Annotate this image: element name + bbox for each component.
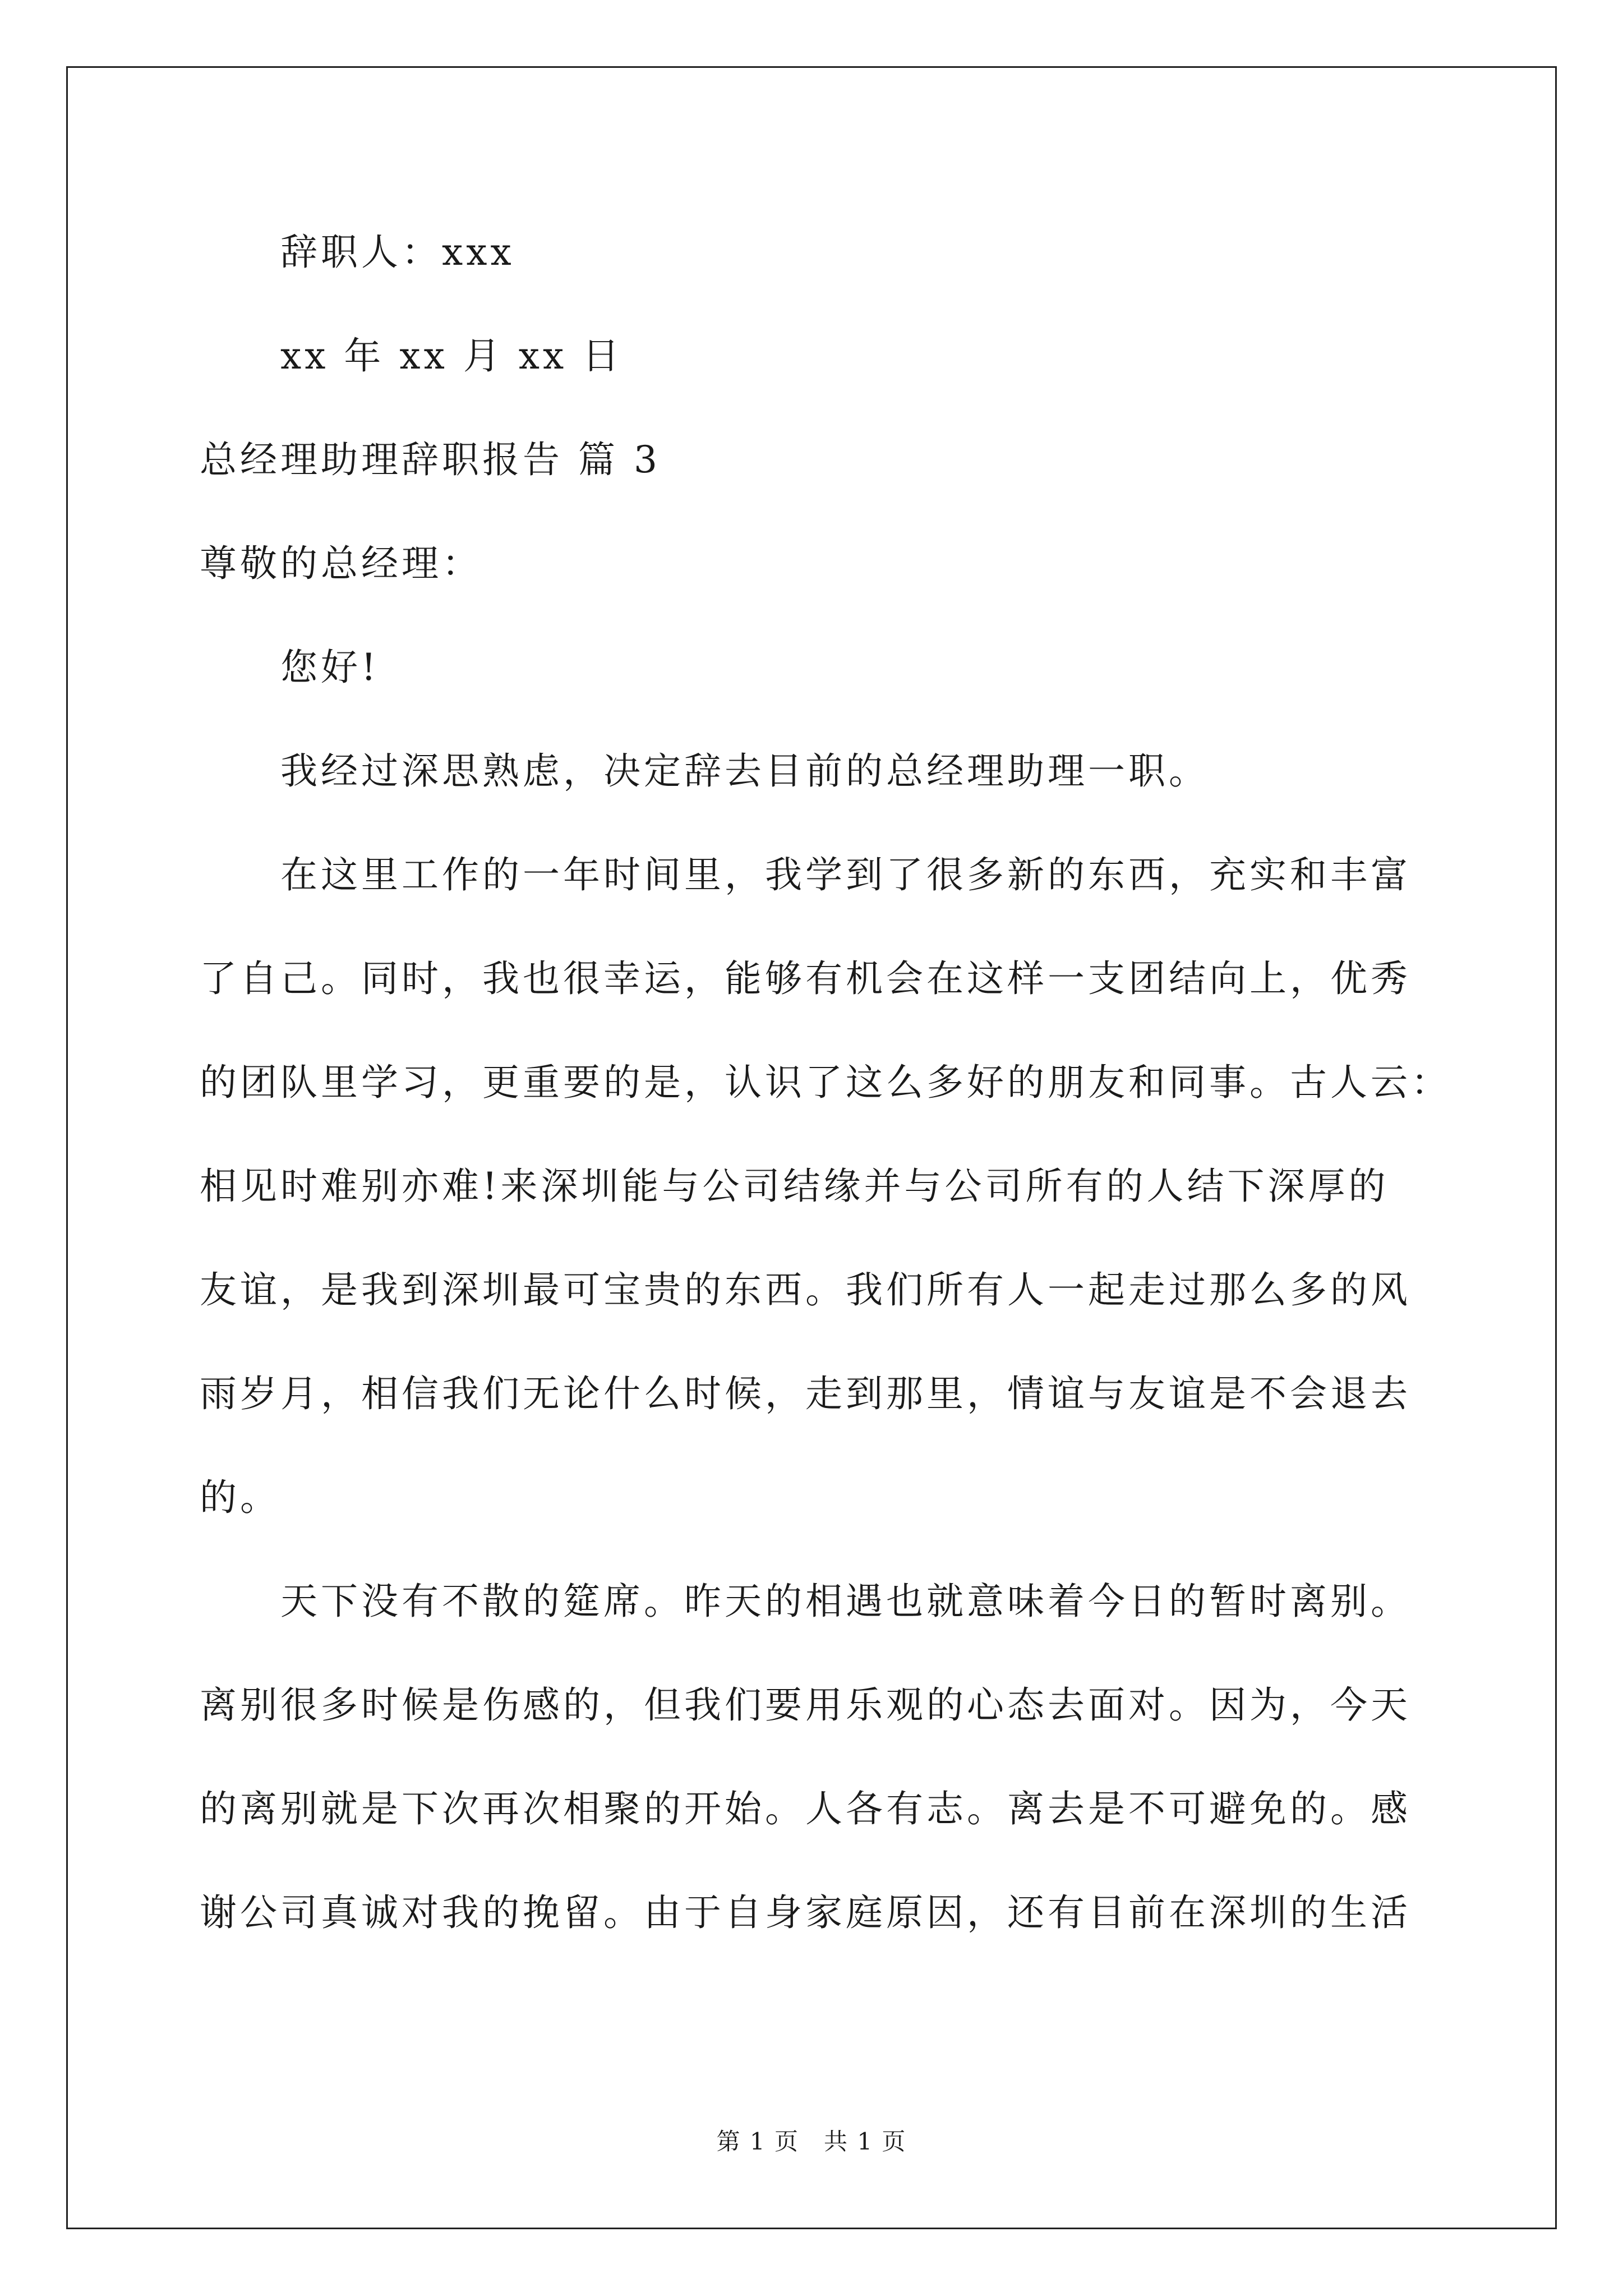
paragraph-line: 在这里工作的一年时间里，我学到了很多新的东西，充实和丰富: [280, 853, 1411, 896]
paragraph-line: 的离别就是下次再次相聚的开始。人各有志。离去是不可避免的。感: [200, 1787, 1411, 1830]
paragraph-line: 雨岁月，相信我们无论什么时候，走到那里，情谊与友谊是不会退去: [200, 1372, 1411, 1415]
paragraph-line: 的团队里学习，更重要的是，认识了这么多好的朋友和同事。古人云：: [200, 1061, 1451, 1104]
page-footer: 第 1 页 共 1 页: [716, 2128, 907, 2155]
paragraph-line: 我经过深思熟虑，决定辞去目前的总经理助理一职。: [280, 749, 1209, 793]
paragraph-line: 离别很多时候是伤感的，但我们要用乐观的心态去面对。因为，今天: [200, 1683, 1411, 1727]
paragraph-line: 天下没有不散的筵席。昨天的相遇也就意味着今日的暂时离别。: [280, 1580, 1411, 1623]
report-title: 总经理助理辞职报告 篇 3: [200, 438, 661, 481]
salutation: 尊敬的总经理：: [200, 542, 482, 585]
paragraph-line: 的。: [200, 1476, 280, 1519]
resigner-line: 辞职人：xxx: [280, 231, 515, 274]
date-line: xx 年 xx 月 xx 日: [280, 334, 623, 378]
paragraph-line: 友谊，是我到深圳最可宝贵的东西。我们所有人一起走过那么多的风: [200, 1268, 1411, 1312]
paragraph-line: 谢公司真诚对我的挽留。由于自身家庭原因，还有目前在深圳的生活: [200, 1891, 1411, 1934]
paragraph-line: 相见时难别亦难!来深圳能与公司结缘并与公司所有的人结下深厚的: [200, 1165, 1389, 1208]
paragraph-line: 了自己。同时，我也很幸运，能够有机会在这样一支团结向上，优秀: [200, 957, 1411, 1000]
greeting: 您好!: [280, 646, 380, 689]
